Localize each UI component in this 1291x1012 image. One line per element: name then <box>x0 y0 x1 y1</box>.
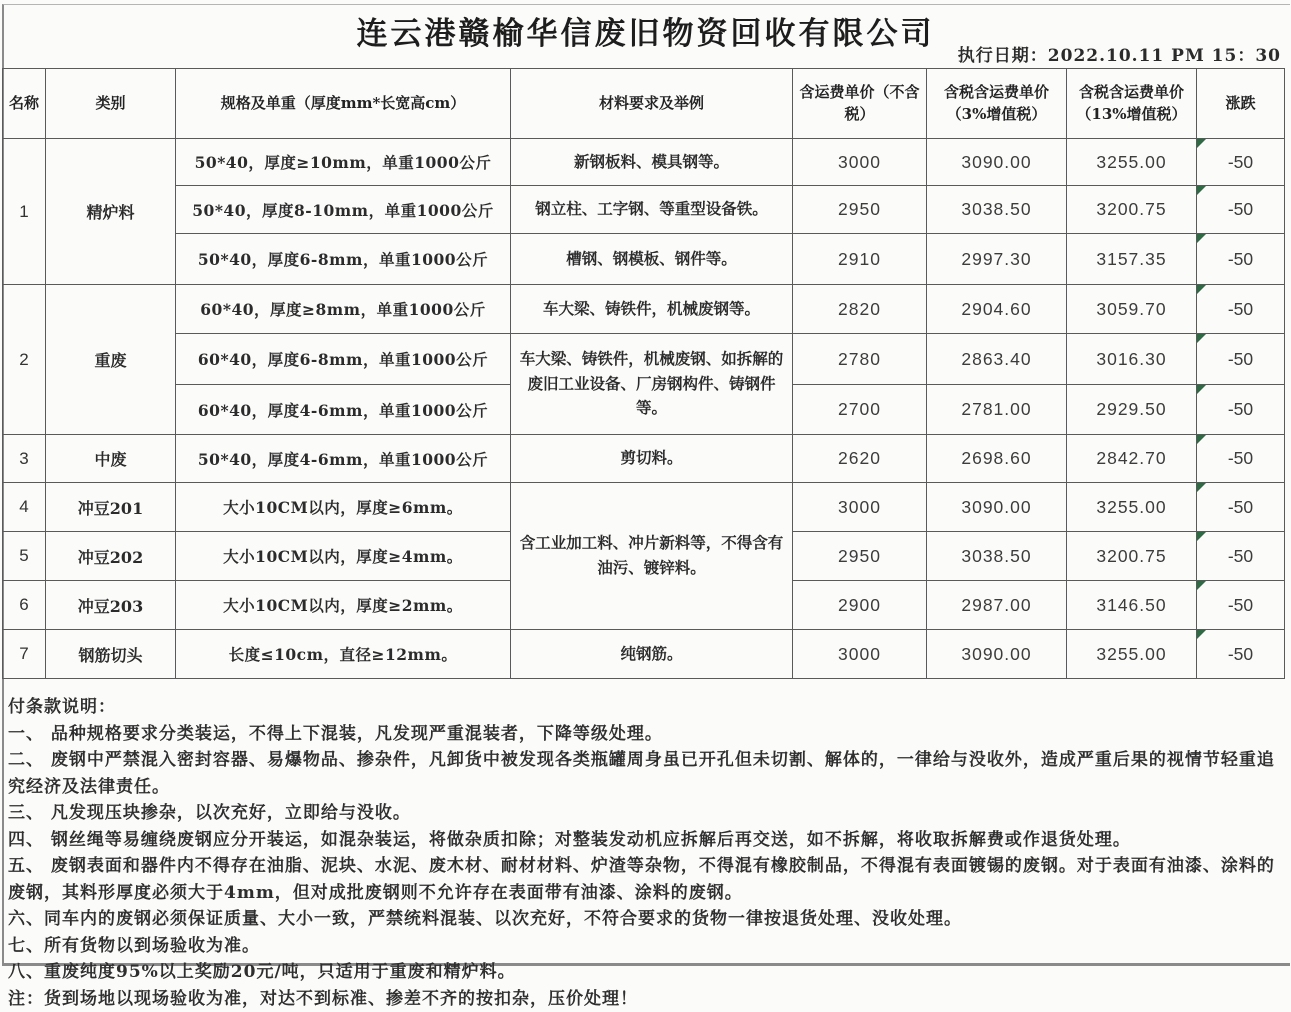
note-line: 八、重废纯度95%以上奖励20元/吨，只适用于重废和精炉料。 <box>8 959 1286 986</box>
row-number-cell: 5 <box>3 532 46 581</box>
table-row <box>3 285 1285 334</box>
spec-cell: 50*40，厚度6-8mm，单重1000公斤 <box>176 234 511 285</box>
price-no-tax-cell: 3000 <box>793 483 927 532</box>
price-13pct-cell: 3255.00 <box>1067 139 1197 186</box>
change-value: -50 <box>1228 497 1253 517</box>
category-cell: 冲豆202 <box>46 532 176 581</box>
price-table <box>2 68 1285 679</box>
category-cell: 中废 <box>46 435 176 483</box>
change-value: -50 <box>1228 448 1253 468</box>
change-value: -50 <box>1228 399 1253 419</box>
category-cell: 重废 <box>46 285 176 435</box>
note-line: 四、 钢丝绳等易缠绕废钢应分开装运，如混杂装运，将做杂质扣除；对整装发动机应拆解后再交送，如不拆解，将收取拆解费或作退货处理。 <box>8 827 1286 854</box>
price-13pct-cell: 3157.35 <box>1067 234 1197 285</box>
execution-date: 执行日期：2022.10.11 PM 15：30 <box>958 41 1281 66</box>
spec-cell: 大小10CM以内，厚度≥6mm。 <box>176 483 511 532</box>
spec-cell: 大小10CM以内，厚度≥2mm。 <box>176 581 511 630</box>
material-cell: 剪切料。 <box>511 435 793 483</box>
price-3pct-cell: 2781.00 <box>927 385 1067 435</box>
row-number-cell: 7 <box>3 630 46 679</box>
price-no-tax-cell: 2820 <box>793 285 927 334</box>
material-cell: 纯钢筋。 <box>511 630 793 679</box>
price-no-tax-cell: 3000 <box>793 139 927 186</box>
material-cell: 槽钢、钢模板、钢件等。 <box>511 234 793 285</box>
price-3pct-cell: 2997.30 <box>927 234 1067 285</box>
terms-notes <box>8 694 1286 1012</box>
price-13pct-cell: 2929.50 <box>1067 385 1197 435</box>
change-value: -50 <box>1228 546 1253 566</box>
note-line: 一、 品种规格要求分类装运，不得上下混装，凡发现严重混装者，下降等级处理。 <box>8 721 1286 748</box>
price-13pct-cell: 3255.00 <box>1067 630 1197 679</box>
header-spec: 规格及单重（厚度mm*长宽高cm） <box>176 69 511 139</box>
change-value: -50 <box>1228 644 1253 664</box>
change-value: -50 <box>1228 349 1253 369</box>
header-price-no-tax: 含运费单价（不含税） <box>793 69 927 139</box>
category-cell: 钢筋切头 <box>46 630 176 679</box>
cell-corner-flag-icon <box>1197 630 1206 639</box>
cell-corner-flag-icon <box>1197 532 1206 541</box>
change-value: -50 <box>1228 199 1253 219</box>
change-cell <box>1197 630 1285 679</box>
change-cell <box>1197 186 1285 234</box>
header-change: 涨跌 <box>1197 69 1285 139</box>
material-cell: 含工业加工料、冲片新料等，不得含有油污、镀锌料。 <box>511 483 793 630</box>
note-line: 二、 废钢中严禁混入密封容器、易爆物品、掺杂件，凡卸货中被发现各类瓶罐周身虽已开孔但未切割、解体的，一律给与没收外，造成严重后果的视情节轻重追究经济及法律责任。 <box>8 747 1286 800</box>
price-3pct-cell: 3038.50 <box>927 186 1067 234</box>
table-row <box>3 435 1285 483</box>
spec-cell: 长度≤10cm，直径≥12mm。 <box>176 630 511 679</box>
row-number-cell: 1 <box>3 139 46 285</box>
cell-corner-flag-icon <box>1197 285 1206 294</box>
price-no-tax-cell: 2950 <box>793 186 927 234</box>
cell-corner-flag-icon <box>1197 581 1206 590</box>
material-cell: 车大梁、铸铁件，机械废钢、如拆解的废旧工业设备、厂房钢构件、铸钢件等。 <box>511 334 793 435</box>
row-number-cell: 3 <box>3 435 46 483</box>
header-price-3pct: 含税含运费单价（3%增值税） <box>927 69 1067 139</box>
change-cell <box>1197 483 1285 532</box>
change-value: -50 <box>1228 152 1253 172</box>
cell-corner-flag-icon <box>1197 435 1206 444</box>
table-row <box>3 234 1285 285</box>
category-cell: 精炉料 <box>46 139 176 285</box>
note-line: 七、所有货物以到场验收为准。 <box>8 933 1286 960</box>
price-13pct-cell: 3146.50 <box>1067 581 1197 630</box>
cell-corner-flag-icon <box>1197 483 1206 492</box>
table-row <box>3 483 1285 532</box>
spec-cell: 50*40，厚度4-6mm，单重1000公斤 <box>176 435 511 483</box>
price-no-tax-cell: 3000 <box>793 630 927 679</box>
change-cell <box>1197 435 1285 483</box>
cell-corner-flag-icon <box>1197 139 1206 148</box>
change-value: -50 <box>1228 299 1253 319</box>
spec-cell: 60*40，厚度6-8mm，单重1000公斤 <box>176 334 511 385</box>
notes-heading: 付条款说明： <box>8 694 1286 721</box>
change-cell <box>1197 285 1285 334</box>
price-13pct-cell: 3059.70 <box>1067 285 1197 334</box>
change-cell <box>1197 581 1285 630</box>
table-row <box>3 186 1285 234</box>
header-price-13pct: 含税含运费单价（13%增值税） <box>1067 69 1197 139</box>
change-cell <box>1197 385 1285 435</box>
spec-cell: 50*40，厚度8-10mm，单重1000公斤 <box>176 186 511 234</box>
price-13pct-cell: 3016.30 <box>1067 334 1197 385</box>
change-cell <box>1197 139 1285 186</box>
note-line: 注：货到场地以现场验收为准，对达不到标准、掺差不齐的按扣杂，压价处理！ <box>8 986 1286 1012</box>
price-no-tax-cell: 2910 <box>793 234 927 285</box>
change-value: -50 <box>1228 595 1253 615</box>
price-3pct-cell: 3038.50 <box>927 532 1067 581</box>
material-cell: 车大梁、铸铁件，机械废钢等。 <box>511 285 793 334</box>
price-no-tax-cell: 2620 <box>793 435 927 483</box>
row-number-cell: 2 <box>3 285 46 435</box>
change-cell <box>1197 234 1285 285</box>
header-row <box>3 69 1285 139</box>
table-row <box>3 630 1285 679</box>
note-line: 三、 凡发现压块掺杂，以次充好，立即给与没收。 <box>8 800 1286 827</box>
header-name: 名称 <box>3 69 46 139</box>
table-row <box>3 334 1285 385</box>
price-13pct-cell: 3255.00 <box>1067 483 1197 532</box>
spec-cell: 50*40，厚度≥10mm，单重1000公斤 <box>176 139 511 186</box>
price-3pct-cell: 2987.00 <box>927 581 1067 630</box>
price-no-tax-cell: 2900 <box>793 581 927 630</box>
cell-corner-flag-icon <box>1197 334 1206 343</box>
price-13pct-cell: 3200.75 <box>1067 532 1197 581</box>
price-3pct-cell: 2863.40 <box>927 334 1067 385</box>
row-number-cell: 6 <box>3 581 46 630</box>
spec-cell: 60*40，厚度≥8mm，单重1000公斤 <box>176 285 511 334</box>
cell-corner-flag-icon <box>1197 186 1206 195</box>
row-number-cell: 4 <box>3 483 46 532</box>
price-13pct-cell: 2842.70 <box>1067 435 1197 483</box>
price-no-tax-cell: 2700 <box>793 385 927 435</box>
cell-corner-flag-icon <box>1197 385 1206 394</box>
price-3pct-cell: 2698.60 <box>927 435 1067 483</box>
material-cell: 钢立柱、工字钢、等重型设备铁。 <box>511 186 793 234</box>
header-category: 类别 <box>46 69 176 139</box>
table-row <box>3 139 1285 186</box>
header-material: 材料要求及举例 <box>511 69 793 139</box>
category-cell: 冲豆203 <box>46 581 176 630</box>
company-title: 连云港赣榆华信废旧物资回收有限公司 <box>0 8 1291 53</box>
price-no-tax-cell: 2780 <box>793 334 927 385</box>
price-3pct-cell: 3090.00 <box>927 630 1067 679</box>
spec-cell: 大小10CM以内，厚度≥4mm。 <box>176 532 511 581</box>
price-no-tax-cell: 2950 <box>793 532 927 581</box>
change-value: -50 <box>1228 249 1253 269</box>
change-cell <box>1197 334 1285 385</box>
price-3pct-cell: 2904.60 <box>927 285 1067 334</box>
note-line: 六、同车内的废钢必须保证质量、大小一致，严禁统料混装、以次充好，不符合要求的货物一律按退货处理、没收处理。 <box>8 906 1286 933</box>
cell-corner-flag-icon <box>1197 234 1206 243</box>
note-line: 五、 废钢表面和器件内不得存在油脂、泥块、水泥、废木材、耐材材料、炉渣等杂物，不得混有橡胶制品，不得混有表面镀锡的废钢。对于表面有油漆、涂料的废钢，其料形厚度必须大于4mm，但对成批废钢则不允许存在表面带有油漆、涂料的废钢。 <box>8 853 1286 906</box>
category-cell: 冲豆201 <box>46 483 176 532</box>
price-13pct-cell: 3200.75 <box>1067 186 1197 234</box>
price-3pct-cell: 3090.00 <box>927 483 1067 532</box>
spec-cell: 60*40，厚度4-6mm，单重1000公斤 <box>176 385 511 435</box>
material-cell: 新钢板料、模具钢等。 <box>511 139 793 186</box>
change-cell <box>1197 532 1285 581</box>
price-3pct-cell: 3090.00 <box>927 139 1067 186</box>
